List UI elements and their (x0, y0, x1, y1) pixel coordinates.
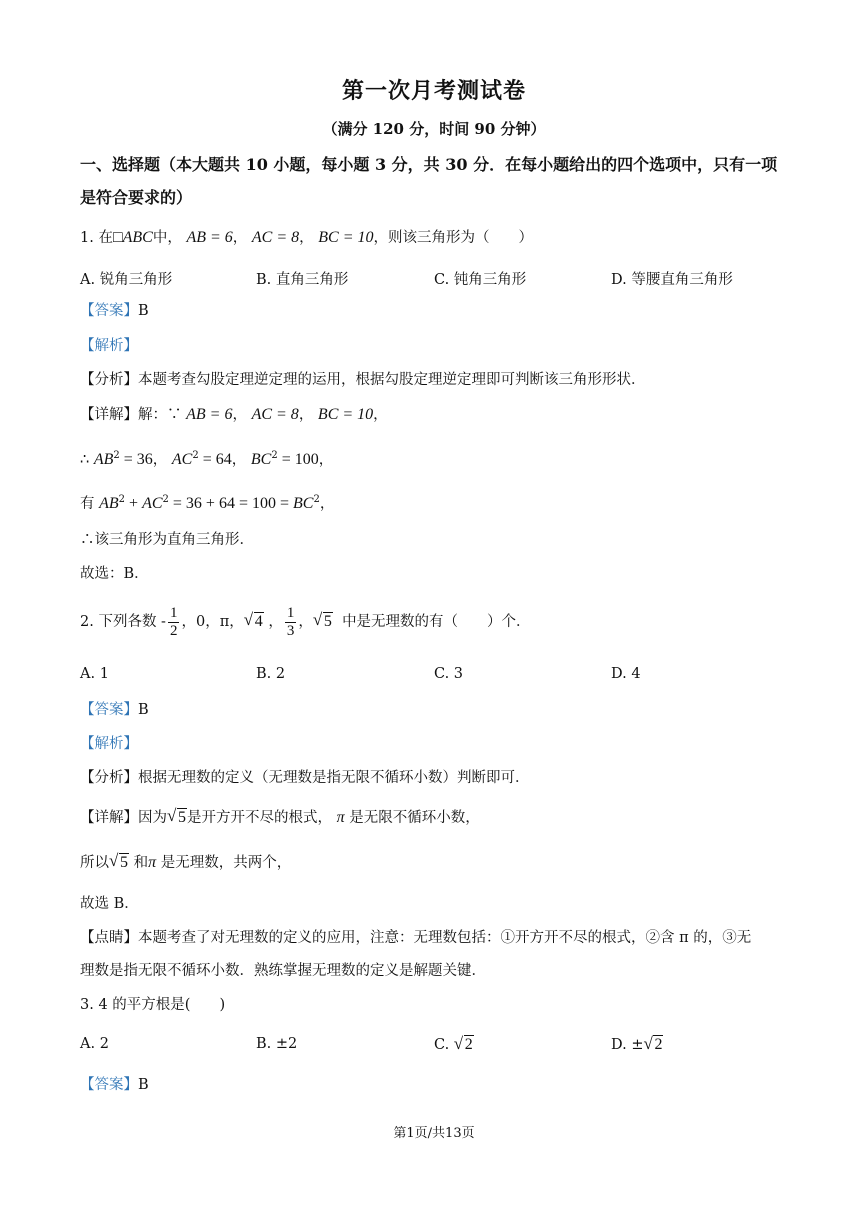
q1-option-a: A. 锐角三角形 (80, 272, 173, 288)
q2-option-a: A. 1 (80, 666, 109, 682)
fraction-third: $\frac{1}{3}$ (286, 604, 295, 639)
q2-fenxi: 【分析】根据无理数的定义（无理数是指无限不循环小数）判断即可． (80, 770, 530, 786)
q1-option-d: D. 等腰直角三角形 (611, 272, 733, 288)
q1-choose: 故选：B． (80, 566, 149, 582)
q1-jiexi: 【解析】 (80, 338, 138, 354)
sqrt-5: √ 5 (312, 610, 332, 630)
question-1: 1. 在□ABC中， AB = 6， AC = 8， BC = 10，则该三角形为（ ） (80, 229, 534, 246)
q2-dianjing-1: 【点睛】本题考查了对无理数的定义的应用，注意：无理数包括：①开方开不尽的根式，②含 π 的，③无 (80, 930, 752, 946)
q3-option-c: C. √ 2 (434, 1034, 473, 1053)
q2-choose: 故选 B． (80, 896, 139, 912)
q1-detail-1: 【详解】解：∵ AB = 6， AC = 8， BC = 10， (80, 406, 388, 423)
q3-answer: 【答案】B (80, 1077, 149, 1093)
q2-answer: 【答案】B (80, 702, 149, 718)
q1-option-c: C. 钝角三角形 (434, 272, 527, 288)
q2-option-b: B. 2 (256, 666, 286, 682)
q2-option-d: D. 4 (611, 666, 641, 682)
q1-detail-3: 有 $AB^2 + AC^2 = 36 + 64 = 100 = BC^2$， (80, 494, 335, 512)
q3-option-b: B. ±2 (256, 1036, 298, 1052)
q1-detail-4: ∴该三角形为直角三角形． (80, 532, 254, 548)
q1-detail-2: ∴ $AB^2 = 36$， $AC^2 = 64$， $BC^2 = 100$， (80, 450, 334, 468)
q1-option-b: B. 直角三角形 (256, 272, 349, 288)
q2-detail-1: 【详解】因为 √ 5是开方开不尽的根式， π 是无限不循环小数， (80, 806, 480, 826)
q2-option-c: C. 3 (434, 666, 464, 682)
q2-jiexi: 【解析】 (80, 736, 138, 752)
question-2: 2. 下列各数 - $\frac{1}{2}$ ，0，π， √ 4 ， $\frac{1}{3}$ ， √ 5 中是无理数的有（ ）个． (80, 602, 531, 642)
q1-answer: 【答案】B (80, 303, 149, 319)
sqrt-4: √ 4 (243, 610, 263, 630)
section-heading: 一、选择题（本大题共 10 小题，每小题 3 分，共 30 分．在每小题给出的四个选项中，只有一项是符合要求的） (80, 155, 778, 207)
page-title: 第一次月考测试卷 (341, 78, 526, 104)
q3-option-d: D. ± √ 2 (611, 1034, 663, 1053)
q1-fenxi: 【分析】本题考查勾股定理逆定理的运用，根据勾股定理逆定理即可判断该三角形形状． (80, 372, 646, 388)
page-footer: 第1页/共13页 (393, 1126, 475, 1141)
page-subtitle: （满分 120 分，时间 90 分钟） (322, 120, 546, 138)
question-3: 3. 4 的平方根是( ) (80, 997, 226, 1013)
q3-option-a: A. 2 (80, 1036, 109, 1052)
fraction-half: $\frac{1}{2}$ (169, 604, 178, 639)
q2-dianjing-2: 理数是指无限不循环小数．熟练掌握无理数的定义是解题关键． (80, 963, 486, 979)
q2-detail-2: 所以 √ 5 和π 是无理数，共两个， (80, 851, 292, 871)
